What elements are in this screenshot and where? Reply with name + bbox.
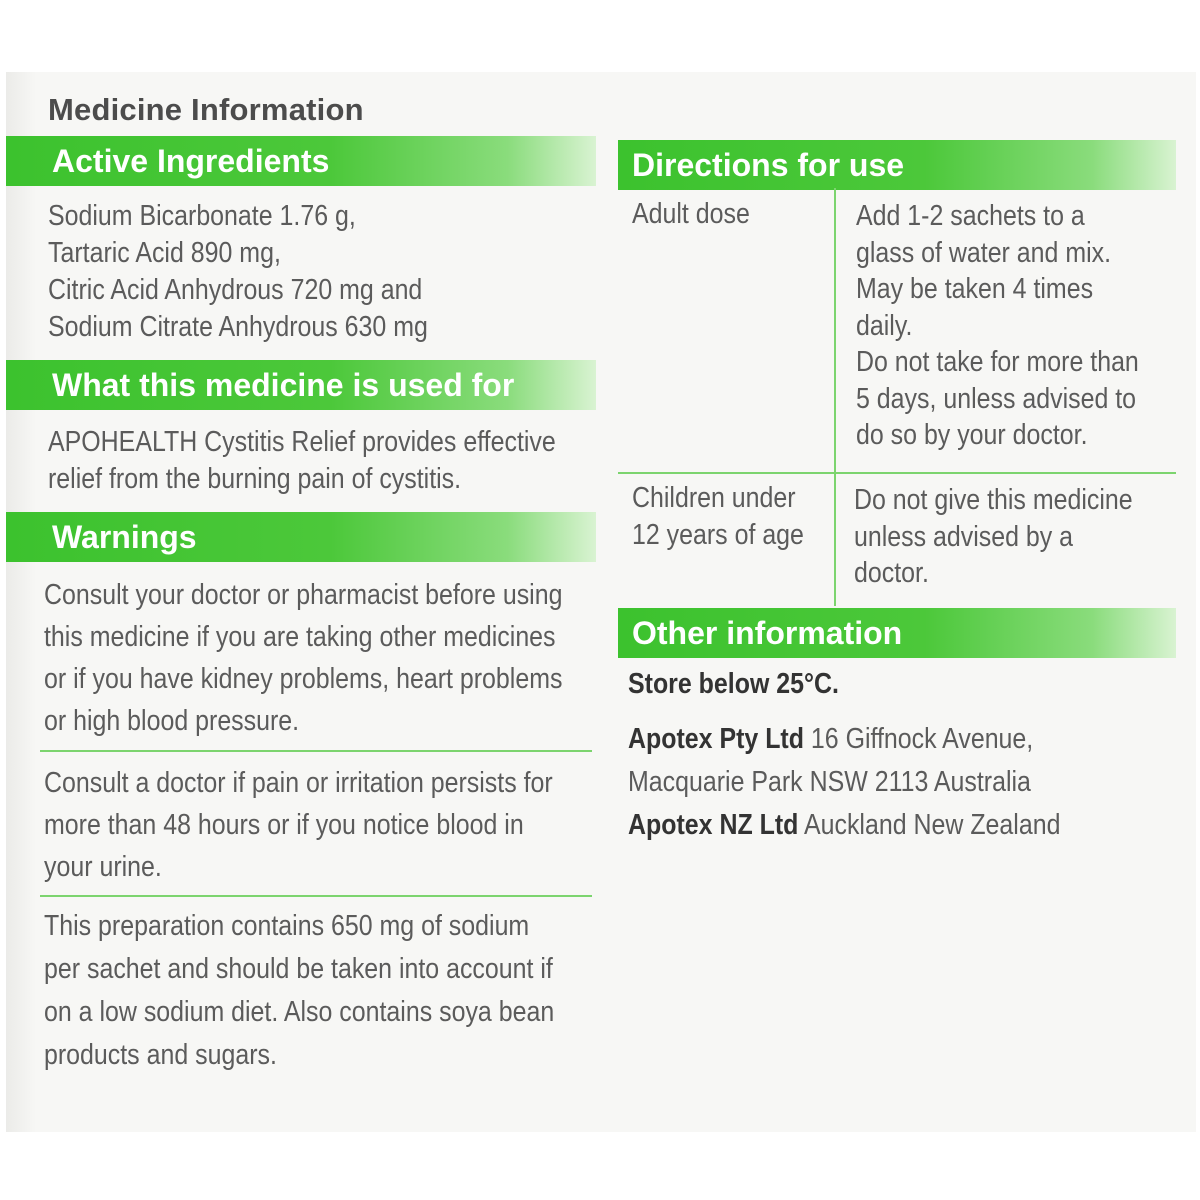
table-column-divider xyxy=(834,188,836,606)
dose-line: do so by your doctor. xyxy=(856,419,1088,451)
storage-text xyxy=(628,666,839,703)
section-header-warnings: Warnings xyxy=(6,512,596,562)
company-name-au: Apotex Pty Ltd xyxy=(628,723,804,755)
section-header-directions: Directions for use xyxy=(618,140,1176,190)
dose-label-line: 12 years of age xyxy=(632,519,804,551)
section-header-used-for: What this medicine is used for xyxy=(6,360,596,410)
panel-shadow xyxy=(6,72,36,1132)
warning-line: your urine. xyxy=(44,851,162,883)
dose-line: Do not take for more than xyxy=(856,346,1139,378)
ingredient-line: Sodium Bicarbonate 1.76 g, xyxy=(48,200,356,232)
section-header-other-information: Other information xyxy=(618,608,1176,658)
dose-line: May be taken 4 times xyxy=(856,273,1094,305)
used-for-text xyxy=(48,424,556,498)
children-dose-label xyxy=(632,480,804,554)
divider xyxy=(40,750,592,752)
children-dose-text xyxy=(854,482,1133,592)
dose-line: daily. xyxy=(856,309,913,342)
dose-label-line: Adult dose xyxy=(632,198,750,230)
address-nz: Auckland New Zealand xyxy=(803,809,1061,841)
manufacturer-au-line xyxy=(628,718,1060,761)
active-ingredients-text xyxy=(48,198,428,346)
warning-line: Consult your doctor or pharmacist before using xyxy=(44,579,563,611)
warning-line: or if you have kidney problems, heart problems xyxy=(44,663,563,695)
ingredient-line: Citric Acid Anhydrous 720 mg and xyxy=(48,274,423,306)
divider xyxy=(40,895,592,897)
dose-label-line: Children under xyxy=(632,482,796,514)
warning-line: Consult a doctor if pain or irritation persists for xyxy=(44,767,553,799)
dose-line: Add 1-2 sachets to a xyxy=(856,200,1085,232)
company-name-nz: Apotex NZ Ltd xyxy=(628,809,799,841)
dose-line: glass of water and mix. xyxy=(856,236,1112,269)
address-au-1: 16 Giffnock Avenue, xyxy=(810,723,1034,755)
dose-line: Do not give this medicine xyxy=(854,484,1133,516)
dose-line: 5 days, unless advised to xyxy=(856,382,1137,415)
warning-line: or high blood pressure. xyxy=(44,705,300,737)
warning-line: this medicine if you are taking other medicines xyxy=(44,621,556,653)
dose-line: doctor. xyxy=(854,557,929,589)
section-header-active-ingredients: Active Ingredients xyxy=(6,136,596,186)
warning-line: per sachet and should be taken into account if xyxy=(44,953,553,985)
warning-paragraph-1 xyxy=(44,574,562,742)
manufacturer-nz-line xyxy=(628,804,1060,847)
adult-dose-text xyxy=(856,198,1139,454)
ingredient-line: Sodium Citrate Anhydrous 630 mg xyxy=(48,311,428,343)
used-for-line: relief from the burning pain of cystitis. xyxy=(48,463,462,495)
address-au-2: Macquarie Park NSW 2113 Australia xyxy=(628,766,1031,798)
dose-line: unless advised by a xyxy=(854,520,1074,553)
warning-paragraph-2 xyxy=(44,762,553,888)
warning-line: This preparation contains 650 mg of sodium xyxy=(44,910,530,942)
storage-line: Store below 25°C. xyxy=(628,668,839,700)
warning-line: more than 48 hours or if you notice blood in xyxy=(44,809,524,841)
used-for-line: APOHEALTH Cystitis Relief provides effective xyxy=(48,426,556,458)
table-row-divider xyxy=(618,472,1176,474)
page-title: Medicine Information xyxy=(48,92,364,127)
warning-paragraph-3 xyxy=(44,905,554,1077)
adult-dose-label xyxy=(632,196,750,233)
manufacturer-info xyxy=(628,718,1060,847)
warning-line: products and sugars. xyxy=(44,1039,277,1071)
ingredient-line: Tartaric Acid 890 mg, xyxy=(48,237,281,269)
warning-line: on a low sodium diet. Also contains soya bean xyxy=(44,996,555,1028)
